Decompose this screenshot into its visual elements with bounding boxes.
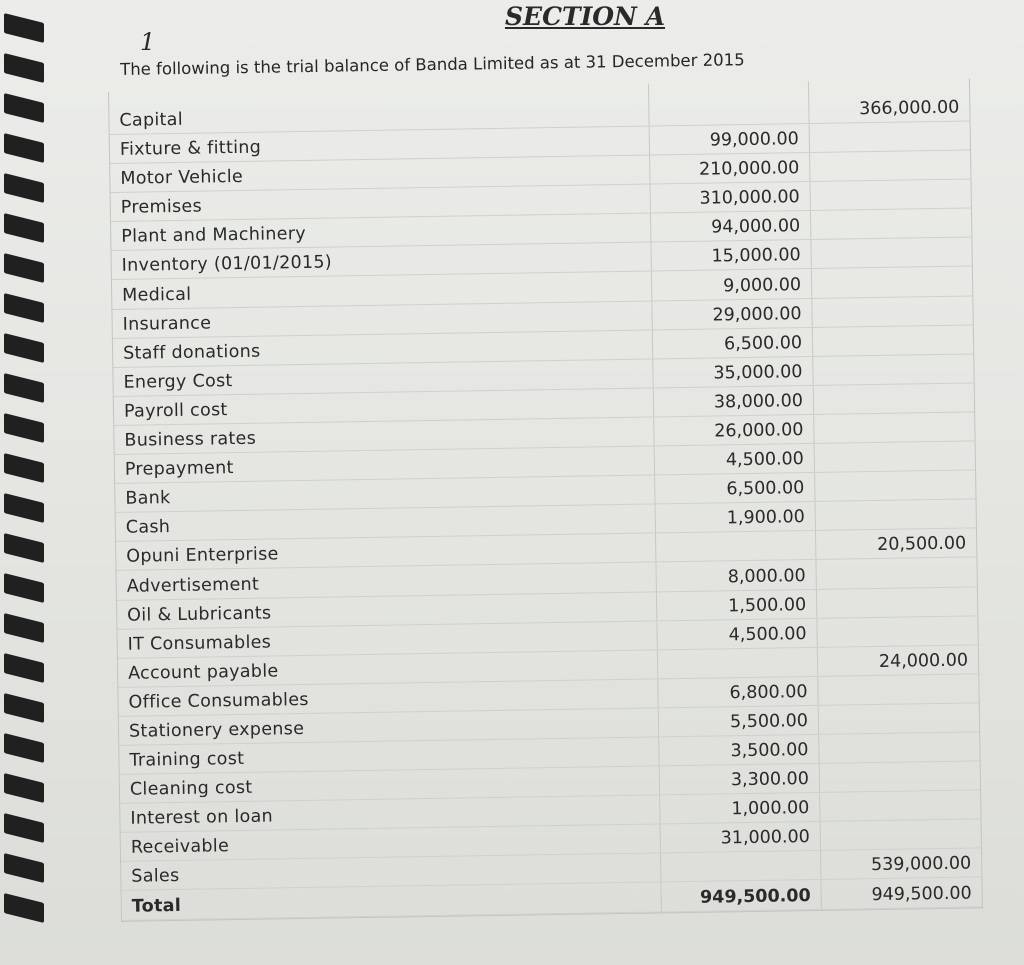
binding-ring (4, 333, 44, 363)
debit-value: 6,800.00 (658, 677, 818, 708)
binding-ring (4, 293, 44, 323)
credit-value (814, 383, 972, 414)
account-label: Cleaning cost (120, 766, 660, 803)
section-title: SECTION A (504, 2, 666, 31)
binding-ring (4, 93, 44, 123)
credit-value (810, 122, 968, 153)
binding-ring (4, 253, 44, 283)
debit-value: 35,000.00 (653, 357, 813, 388)
credit-value: 366,000.00 (859, 97, 960, 120)
credit-value (813, 354, 971, 385)
trial-balance-table (108, 78, 983, 921)
account-label: Capital (109, 84, 650, 134)
binding-ring (4, 13, 44, 43)
debit-value: 3,300.00 (660, 764, 820, 795)
debit-value (649, 81, 810, 126)
debit-value: 31,000.00 (661, 822, 821, 853)
trial-balance-table-wrapper (108, 78, 981, 951)
account-label: Inventory (01/01/2015) (112, 243, 652, 280)
debit-value: 6,500.00 (653, 328, 813, 359)
binding-ring (4, 693, 44, 723)
credit-value (818, 674, 976, 705)
credit-value (816, 500, 974, 531)
credit-value (811, 209, 969, 240)
account-label: Payroll cost (114, 388, 654, 425)
binding-ring (4, 213, 44, 243)
account-label: IT Consumables (117, 621, 657, 658)
debit-value (658, 648, 818, 679)
account-label: Staff donations (113, 330, 653, 367)
binding-ring (4, 413, 44, 443)
credit-value (810, 151, 968, 182)
debit-value: 3,500.00 (659, 735, 819, 766)
binding-ring (4, 53, 44, 83)
debit-value: 6,500.00 (655, 473, 815, 504)
credit-value (820, 761, 978, 792)
account-label: Energy Cost (113, 359, 653, 396)
debit-value: 4,500.00 (655, 444, 815, 475)
debit-value: 15,000.00 (651, 240, 811, 271)
credit-value (815, 471, 973, 502)
debit-value: 1,000.00 (660, 793, 820, 824)
debit-value (661, 851, 821, 882)
account-label: Cash (116, 505, 656, 542)
account-label: Sales (121, 854, 661, 891)
binding-ring (4, 533, 44, 563)
credit-value: 949,500.00 (871, 883, 972, 905)
binding-ring (4, 613, 44, 643)
debit-value: 210,000.00 (650, 153, 810, 184)
binding-ring (4, 173, 44, 203)
debit-value: 94,000.00 (651, 211, 811, 242)
credit-value (812, 296, 970, 327)
account-label: Prepayment (115, 446, 655, 483)
debit-value: 9,000.00 (652, 269, 812, 300)
credit-value (819, 732, 977, 763)
account-label: Stationery expense (119, 708, 659, 745)
account-label: Advertisement (117, 563, 657, 600)
account-label: Opuni Enterprise (116, 534, 656, 571)
account-label: Oil & Lubricants (117, 592, 657, 629)
spiral-binding (0, 18, 56, 948)
credit-value (811, 238, 969, 269)
account-label: Office Consumables (118, 679, 658, 716)
credit-value (812, 267, 970, 298)
credit-value (817, 616, 975, 647)
binding-ring (4, 813, 44, 843)
credit-value: 20,500.00 (876, 533, 967, 556)
debit-value: 310,000.00 (651, 182, 811, 213)
binding-ring (4, 573, 44, 603)
debit-value (656, 531, 816, 562)
credit-value (821, 820, 979, 851)
binding-ring (4, 853, 44, 883)
debit-value: 1,900.00 (656, 502, 816, 533)
account-label: Account payable (118, 650, 658, 687)
debit-value: 8,000.00 (656, 560, 816, 591)
credit-value: 24,000.00 (878, 650, 969, 672)
credit-value (816, 558, 974, 589)
binding-ring (4, 133, 44, 163)
debit-value: 99,000.00 (650, 124, 810, 155)
credit-value: 539,000.00 (870, 853, 972, 876)
account-label: Bank (115, 476, 655, 513)
credit-value (820, 791, 978, 822)
account-label: Interest on loan (120, 796, 660, 833)
account-label: Receivable (121, 825, 661, 862)
question-number: 1 (140, 28, 156, 56)
debit-value: 949,500.00 (661, 880, 821, 911)
credit-value (813, 325, 971, 356)
binding-ring (4, 893, 44, 923)
trial-balance-heading: The following is the trial balance of Banda Limited as at 31 December 2015 (120, 50, 745, 79)
credit-value (811, 180, 969, 211)
account-label: Plant and Machinery (111, 214, 651, 251)
binding-ring (4, 653, 44, 683)
account-label: Total (122, 883, 662, 920)
debit-value: 26,000.00 (654, 415, 814, 446)
binding-ring (4, 493, 44, 523)
account-label: Motor Vehicle (110, 156, 650, 193)
binding-ring (4, 773, 44, 803)
debit-value: 29,000.00 (652, 299, 812, 330)
account-label: Training cost (119, 737, 659, 774)
account-label: Fixture & fitting (110, 126, 650, 163)
binding-ring (4, 453, 44, 483)
debit-value: 4,500.00 (657, 619, 817, 650)
credit-value (819, 703, 977, 734)
account-label: Business rates (114, 417, 654, 454)
account-label: Medical (112, 272, 652, 309)
binding-ring (4, 733, 44, 763)
credit-value (817, 587, 975, 618)
credit-value (815, 441, 973, 472)
account-label: Insurance (112, 301, 652, 338)
credit-value (814, 412, 972, 443)
debit-value: 1,500.00 (657, 589, 817, 620)
binding-ring (4, 373, 44, 403)
debit-value: 38,000.00 (654, 386, 814, 417)
debit-value: 5,500.00 (659, 706, 819, 737)
account-label: Premises (111, 185, 651, 222)
